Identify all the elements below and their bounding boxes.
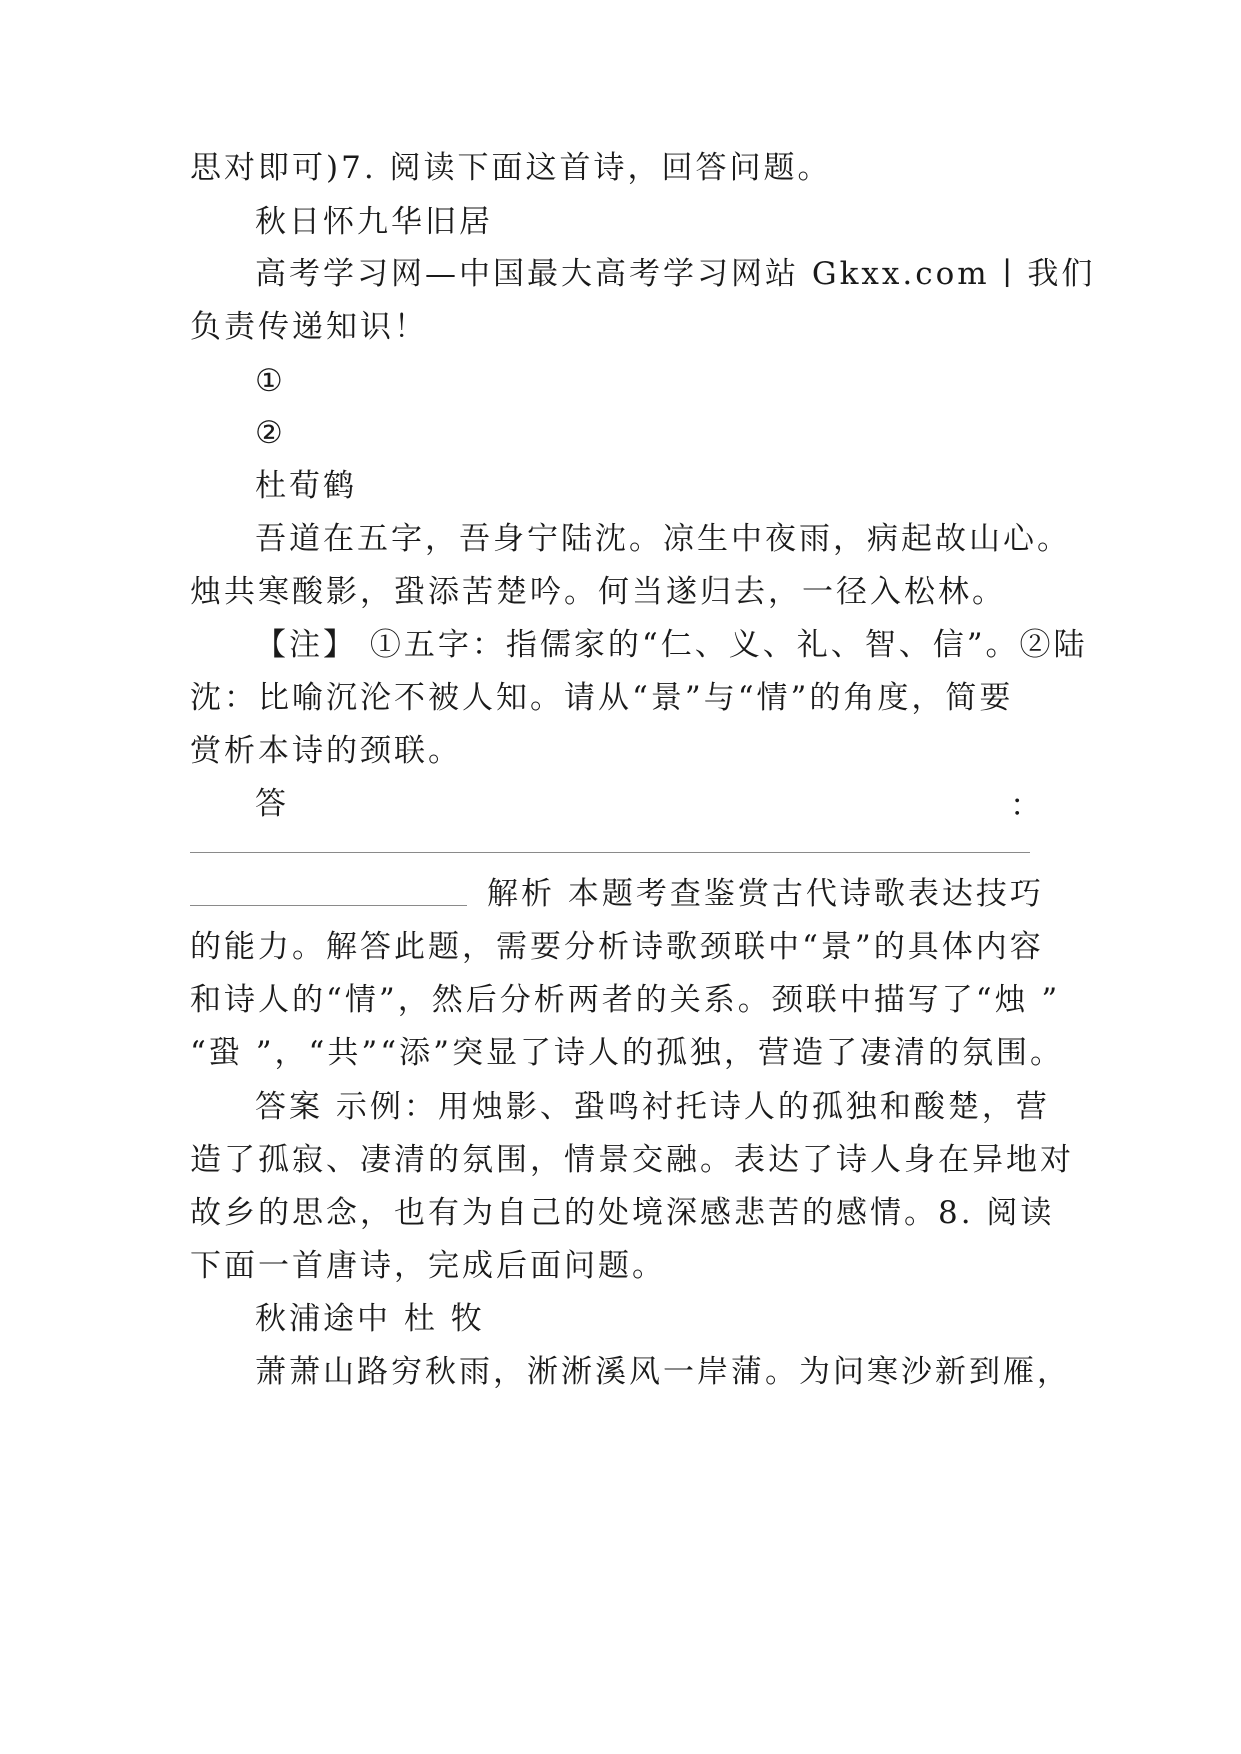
footnote-marker-1: ① (255, 363, 286, 399)
answer-label: 答 (255, 786, 289, 822)
poem-line-2: 烛共寒酸影，蛩添苦楚吟。何当遂归去，一径入松林。 (190, 574, 1006, 610)
annotation-line-2: 沈：比喻沉沦不被人知。请从“景”与“情”的角度，简要 (190, 680, 1014, 716)
analysis-line-3: 和诗人的“情”，然后分析两者的关系。颈联中描写了“烛 ” (190, 982, 1061, 1018)
annotation-line-3: 赏析本诗的颈联。 (190, 733, 462, 769)
footnote-marker-2: ② (255, 415, 286, 451)
analysis-line-1: 解析 本题考查鉴赏古代诗歌表达技巧 (487, 876, 1044, 912)
answer-example-line-3: 故乡的思念，也有为自己的处境深感悲苦的感情。8. 阅读 (190, 1195, 1055, 1231)
answer-blank-line-2 (190, 905, 467, 906)
analysis-line-4: “蛩 ”，“共”“添”突显了诗人的孤独，营造了凄清的氛围。 (190, 1035, 1064, 1071)
answer-example-line-2: 造了孤寂、凄清的氛围，情景交融。表达了诗人身在异地对 (190, 1142, 1074, 1178)
answer-example-line-1: 答案 示例：用烛影、蛩鸣衬托诗人的孤独和酸楚，营 (255, 1089, 1050, 1125)
watermark-line-2: 负责传递知识！ (190, 309, 428, 345)
answer-colon: ： (1010, 788, 1044, 824)
poem-2-line-1: 萧萧山路穷秋雨，淅淅溪风一岸蒲。为问寒沙新到雁， (255, 1354, 1071, 1390)
answer-blank-line-1 (190, 852, 1030, 853)
poem-author: 杜荀鹤 (255, 468, 357, 504)
question-7-intro: 思对即可)7. 阅读下面这首诗，回答问题。 (190, 150, 832, 186)
watermark-line-1: 高考学习网—中国最大高考学习网站 Gkxx.com ∣ 我们 (255, 256, 1096, 292)
annotation-line-1: 【注】 ①五字：指儒家的“仁、义、礼、智、信”。②陆 (255, 627, 1088, 663)
question-8-intro: 下面一首唐诗，完成后面问题。 (190, 1248, 666, 1284)
poem-title: 秋日怀九华旧居 (255, 204, 493, 240)
analysis-line-2: 的能力。解答此题，需要分析诗歌颈联中“景”的具体内容 (190, 929, 1044, 965)
poem-2-title-author: 秋浦途中 杜 牧 (255, 1301, 485, 1337)
poem-line-1: 吾道在五字，吾身宁陆沈。凉生中夜雨，病起故山心。 (255, 521, 1071, 557)
